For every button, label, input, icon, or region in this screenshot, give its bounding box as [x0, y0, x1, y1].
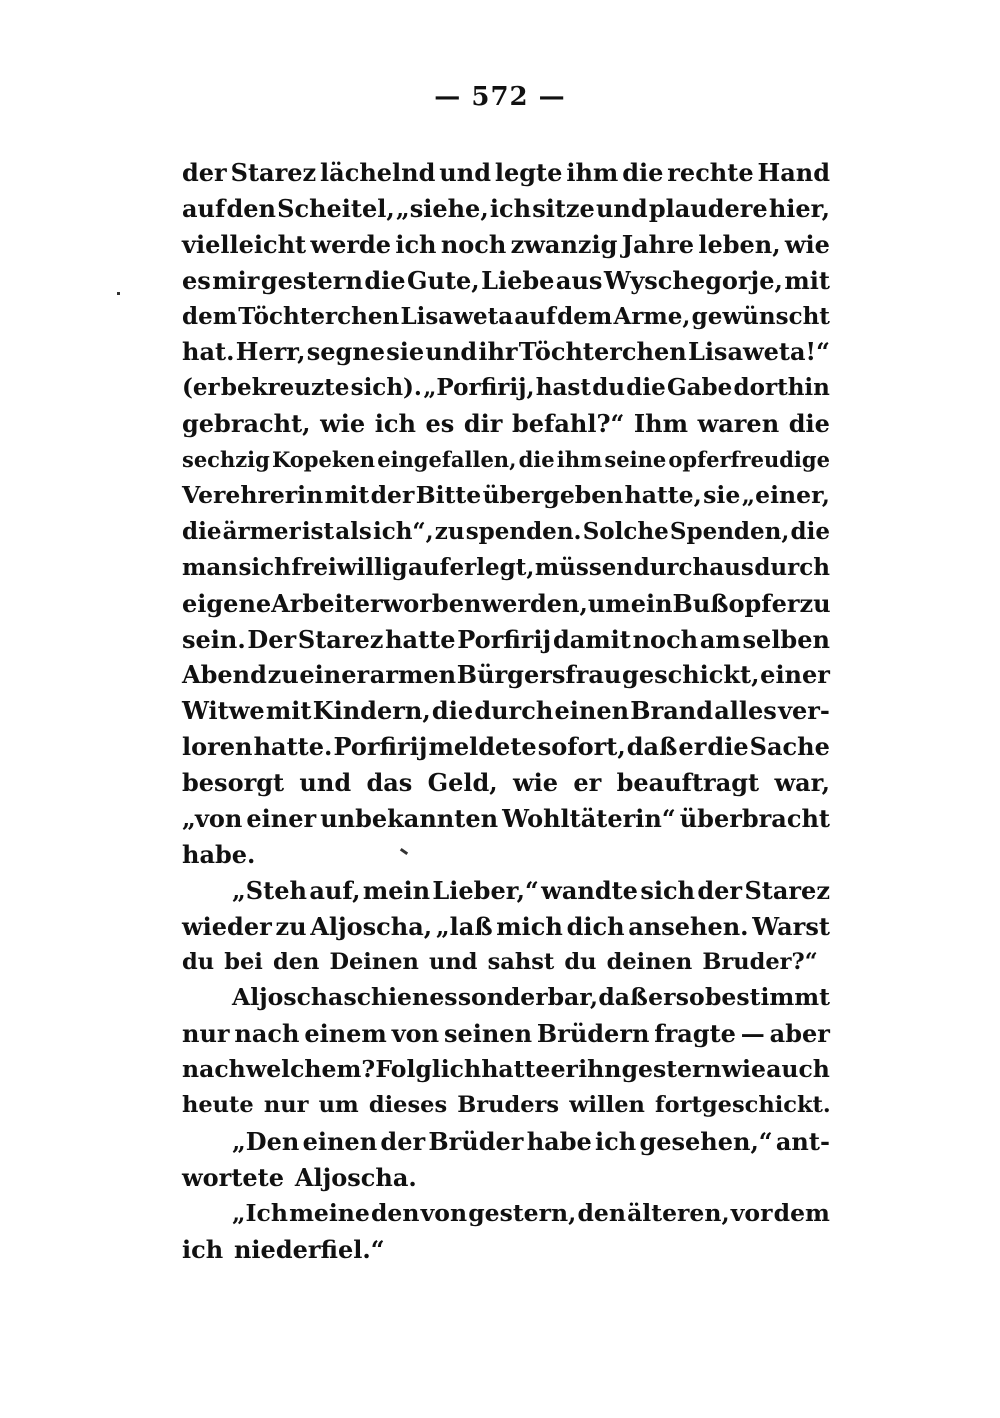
word: ich: [489, 193, 532, 223]
word: durch: [754, 553, 830, 581]
text-line: [182, 299, 830, 335]
word: Bitte: [415, 481, 482, 510]
word: freiwillig: [291, 553, 408, 581]
word: segne: [306, 337, 386, 367]
text-line: [182, 657, 830, 693]
text-line: [182, 1052, 830, 1088]
word: und: [595, 193, 648, 223]
word: ich: [595, 1127, 637, 1157]
text-line: [182, 263, 830, 299]
word: alles: [714, 696, 777, 726]
word: Gute,: [407, 265, 480, 295]
word: deinen: [606, 948, 693, 975]
text-line: [182, 1232, 830, 1268]
word: lächelnd: [320, 158, 436, 187]
word: Herr,: [235, 337, 306, 367]
word: sich: [640, 875, 696, 905]
word: nur: [263, 1092, 309, 1119]
word: die: [182, 517, 222, 545]
word: wandte: [541, 875, 638, 905]
word: sofort,: [537, 732, 626, 762]
word: „siehe,: [395, 193, 489, 223]
word: ansehen.: [628, 911, 749, 941]
word: das: [366, 768, 413, 798]
word: Scheitel,: [277, 193, 395, 223]
text-line: [182, 980, 830, 1016]
word: sich: [238, 553, 291, 581]
word: hat.: [182, 337, 235, 367]
word: es: [429, 983, 458, 1012]
word: dorthin: [733, 374, 830, 402]
word: Aljoscha.: [294, 1162, 417, 1192]
word: sitze: [532, 193, 595, 223]
word: Wohltäterin“: [502, 804, 676, 834]
text-line: [182, 478, 830, 514]
word: leben,: [698, 229, 781, 259]
body-text: [182, 155, 830, 1268]
text-line: [182, 191, 830, 227]
text-line: [182, 945, 830, 981]
word: älteren,: [627, 1198, 730, 1227]
word: die: [364, 265, 406, 295]
word: hatte: [385, 624, 456, 654]
word: die: [518, 447, 555, 473]
word: aber: [769, 1019, 830, 1049]
word: auf: [514, 302, 556, 330]
word: es: [182, 265, 211, 295]
word: Töchterchen: [518, 337, 687, 367]
word: mit: [784, 265, 830, 295]
word: übergeben: [482, 481, 624, 510]
word: Starez: [230, 158, 317, 187]
word: noch: [440, 229, 507, 259]
word: eingefallen,: [377, 447, 517, 473]
word: dem: [773, 1198, 830, 1227]
word: Liebe: [481, 265, 555, 295]
text-line: [182, 1088, 830, 1124]
word: dem: [557, 302, 613, 330]
word: selben: [742, 624, 830, 654]
word: habe: [526, 1127, 592, 1157]
word: ihr: [478, 337, 518, 367]
word: schien: [343, 983, 430, 1012]
text-line: [182, 765, 830, 801]
text-line: [182, 1196, 830, 1232]
word: die: [707, 732, 749, 762]
word: plaudere: [648, 193, 768, 223]
word: Bruders: [457, 1092, 560, 1119]
word: einer: [299, 660, 370, 690]
word: und: [439, 158, 491, 187]
text-line: [182, 370, 830, 406]
word: wie: [320, 409, 366, 439]
word: durch: [474, 696, 554, 726]
text-line: [182, 550, 830, 586]
word: Arme,: [613, 302, 691, 330]
word: dem: [182, 302, 238, 330]
word: ist: [301, 517, 335, 545]
word: wieder: [182, 911, 272, 941]
word: noch: [632, 624, 699, 654]
word: hier,: [768, 193, 830, 223]
word: hast: [535, 374, 591, 402]
word: Brüder: [428, 1127, 524, 1157]
word: gebracht,: [182, 409, 311, 439]
text-line: [182, 729, 830, 765]
word: Bußopfer: [672, 588, 800, 618]
word: auch: [766, 1055, 830, 1084]
text-line: [182, 442, 830, 478]
text-line: [182, 334, 830, 370]
word: so: [675, 983, 705, 1012]
word: eigene: [182, 588, 272, 618]
word: legte: [494, 158, 563, 187]
word: die: [431, 696, 474, 726]
page-number: — 572 —: [434, 82, 566, 112]
word: um: [318, 1092, 359, 1119]
word: Brand: [630, 696, 714, 726]
text-line: [182, 1124, 830, 1160]
word: geschickt,: [622, 660, 760, 690]
word: nach: [182, 1055, 246, 1084]
word: befahl?“: [511, 409, 625, 439]
word: Arbeit: [271, 588, 355, 618]
word: erworben: [354, 588, 482, 618]
word: einen: [302, 1127, 378, 1157]
word: Deinen: [329, 948, 419, 975]
word: sie: [703, 481, 741, 510]
word: Brüdern: [536, 1019, 650, 1049]
word: die: [626, 374, 666, 402]
word: Geld,: [427, 768, 498, 798]
word: du: [182, 948, 215, 975]
word: den: [272, 948, 320, 975]
word: mit: [324, 481, 370, 510]
word: seinen: [443, 1019, 533, 1049]
word: daß: [626, 732, 678, 762]
text-line: [182, 514, 830, 550]
text-line: [182, 622, 830, 658]
text-line: [182, 227, 830, 263]
word: besorgt: [182, 768, 285, 798]
word: ver-: [778, 696, 830, 726]
word: der: [370, 481, 415, 510]
word: „von: [182, 804, 243, 834]
word: dieses: [368, 1092, 448, 1119]
word: Verehrerin: [182, 481, 324, 510]
word: Solche: [582, 517, 669, 545]
word: werden,: [481, 588, 588, 618]
word: Wyschegorje,: [603, 265, 783, 295]
text-line: [182, 873, 830, 909]
word: armen: [369, 660, 457, 690]
word: der: [182, 158, 227, 187]
word: Warst: [752, 911, 830, 941]
word: „laß: [435, 911, 493, 941]
word: ich“,: [372, 517, 434, 545]
word: er: [550, 1055, 578, 1084]
word: sein.: [182, 624, 246, 654]
word: bei: [224, 948, 263, 975]
word: ihm: [566, 158, 619, 187]
word: gesehen,“: [639, 1127, 773, 1157]
word: einer: [246, 804, 317, 834]
word: ihn: [578, 1055, 622, 1084]
word: (er: [182, 374, 220, 402]
word: gestern: [621, 1055, 722, 1084]
word: es: [425, 409, 455, 439]
word: hatte.: [253, 732, 333, 762]
word: fragte: [654, 1019, 736, 1049]
word: fortgeschickt.: [655, 1092, 831, 1119]
word: wie: [721, 1055, 766, 1084]
word: Bruder?“: [702, 948, 818, 975]
text-line: [182, 1016, 830, 1052]
word: du: [564, 948, 597, 975]
print-speck: [117, 292, 120, 295]
word: beauftragt: [616, 768, 760, 798]
text-line: [182, 693, 830, 729]
word: und: [299, 768, 352, 798]
word: rechte: [667, 158, 754, 187]
word: die: [622, 158, 664, 187]
text-line: [182, 909, 830, 945]
word: ich: [374, 409, 416, 439]
text-line: [182, 586, 830, 622]
word: Abend: [182, 660, 267, 690]
word: dir: [463, 409, 503, 439]
word: sonderbar,: [457, 983, 599, 1012]
word: war,: [774, 768, 830, 798]
word: wie: [512, 768, 559, 798]
word: Gabe: [667, 374, 733, 402]
word: zu: [275, 911, 307, 941]
word: hatte,: [624, 481, 702, 510]
word: Lieber,“: [432, 875, 539, 905]
word: sie: [386, 337, 425, 367]
word: bekreuzte: [220, 374, 350, 402]
word: spenden.: [465, 517, 582, 545]
word: nach: [234, 1019, 300, 1049]
word: hatte: [481, 1055, 551, 1084]
word: Witwe: [182, 696, 265, 726]
word: damit: [552, 624, 631, 654]
word: Sache: [749, 732, 830, 762]
word: „Steh: [232, 875, 307, 905]
word: habe.: [182, 839, 256, 869]
word: gewünscht: [691, 302, 830, 330]
word: mein: [362, 875, 431, 905]
word: „Den: [232, 1127, 300, 1157]
word: zu: [799, 588, 831, 618]
word: sich).: [350, 374, 422, 402]
word: mit: [265, 696, 312, 726]
word: der: [380, 1127, 426, 1157]
word: niederfiel.“: [233, 1234, 385, 1264]
word: Kopeken: [272, 447, 376, 473]
word: einem: [304, 1019, 387, 1049]
word: Töchterchen: [238, 302, 400, 330]
word: gestern: [260, 265, 363, 295]
text-line: [182, 155, 830, 191]
text-line: [182, 406, 830, 442]
word: bestimmt: [704, 983, 830, 1012]
word: zwanzig: [510, 229, 618, 259]
word: ihm: [556, 447, 603, 473]
word: der: [697, 875, 743, 905]
word: loren: [182, 732, 253, 762]
word: um: [587, 588, 631, 618]
word: Folglich: [375, 1055, 482, 1084]
word: und: [429, 948, 478, 975]
word: „Ich: [232, 1198, 288, 1227]
word: den: [226, 193, 276, 223]
word: Hand: [757, 158, 830, 187]
word: gestern,: [468, 1198, 577, 1227]
word: auferlegt,: [408, 553, 535, 581]
word: waren: [697, 409, 780, 439]
word: die: [790, 517, 830, 545]
word: aus: [555, 265, 603, 295]
word: daß: [598, 983, 648, 1012]
word: seine: [604, 447, 667, 473]
word: Der: [247, 624, 297, 654]
word: er: [573, 768, 602, 798]
word: Spenden,: [669, 517, 790, 545]
text-line: [182, 801, 830, 837]
word: von: [391, 1019, 440, 1049]
word: heute: [182, 1092, 254, 1119]
word: vielleicht: [182, 229, 307, 259]
word: —: [740, 1019, 765, 1049]
word: am: [699, 624, 741, 654]
word: sahst: [487, 948, 555, 975]
word: nur: [182, 1019, 230, 1049]
word: mir: [212, 265, 260, 295]
word: Aljoscha,: [310, 911, 433, 941]
word: werde: [310, 229, 392, 259]
word: mich: [496, 911, 563, 941]
word: zu: [434, 517, 465, 545]
word: er: [678, 732, 707, 762]
word: Starez: [297, 624, 384, 654]
word: einen: [554, 696, 630, 726]
word: Lisaweta!“: [687, 337, 830, 367]
word: ich: [182, 1234, 224, 1264]
word: wortete: [182, 1162, 285, 1192]
word: die: [788, 409, 830, 439]
word: einer: [760, 660, 830, 690]
word: „einer,: [741, 481, 830, 510]
word: durchaus: [633, 553, 754, 581]
word: auf,: [309, 875, 361, 905]
word: „Porfirij,: [423, 374, 535, 402]
word: Porfirij: [333, 732, 428, 762]
word: Aljoscha: [232, 983, 344, 1012]
word: von: [420, 1198, 468, 1227]
text-line: [182, 837, 830, 873]
word: unbekannten: [320, 804, 499, 834]
text-line: [182, 1160, 830, 1196]
word: ant-: [775, 1127, 830, 1157]
word: Kindern,: [312, 696, 431, 726]
word: Ihm: [633, 409, 688, 439]
word: man: [182, 553, 238, 581]
word: vor: [730, 1198, 773, 1227]
word: als: [335, 517, 372, 545]
word: Bürgersfrau: [456, 660, 622, 690]
word: Lisaweta: [400, 302, 514, 330]
word: dich: [566, 911, 625, 941]
word: er: [648, 983, 676, 1012]
word: meine: [289, 1198, 370, 1227]
word: welchem?: [246, 1055, 376, 1084]
word: sechzig: [182, 447, 270, 473]
word: zu: [267, 660, 299, 690]
word: Jahre: [621, 229, 695, 259]
word: ein: [630, 588, 673, 618]
word: du: [592, 374, 626, 402]
word: ärmer: [222, 517, 301, 545]
word: überbracht: [679, 804, 830, 834]
word: wie: [784, 229, 830, 259]
word: opferfreudige: [668, 447, 830, 473]
word: und: [425, 337, 478, 367]
word: willen: [569, 1092, 645, 1119]
word: Porfirij: [457, 624, 552, 654]
word: auf: [182, 193, 226, 223]
word: den: [371, 1198, 420, 1227]
word: den: [577, 1198, 626, 1227]
word: Starez: [744, 875, 830, 905]
word: ich: [395, 229, 437, 259]
word: müssen: [534, 553, 634, 581]
word: meldete: [428, 732, 537, 762]
